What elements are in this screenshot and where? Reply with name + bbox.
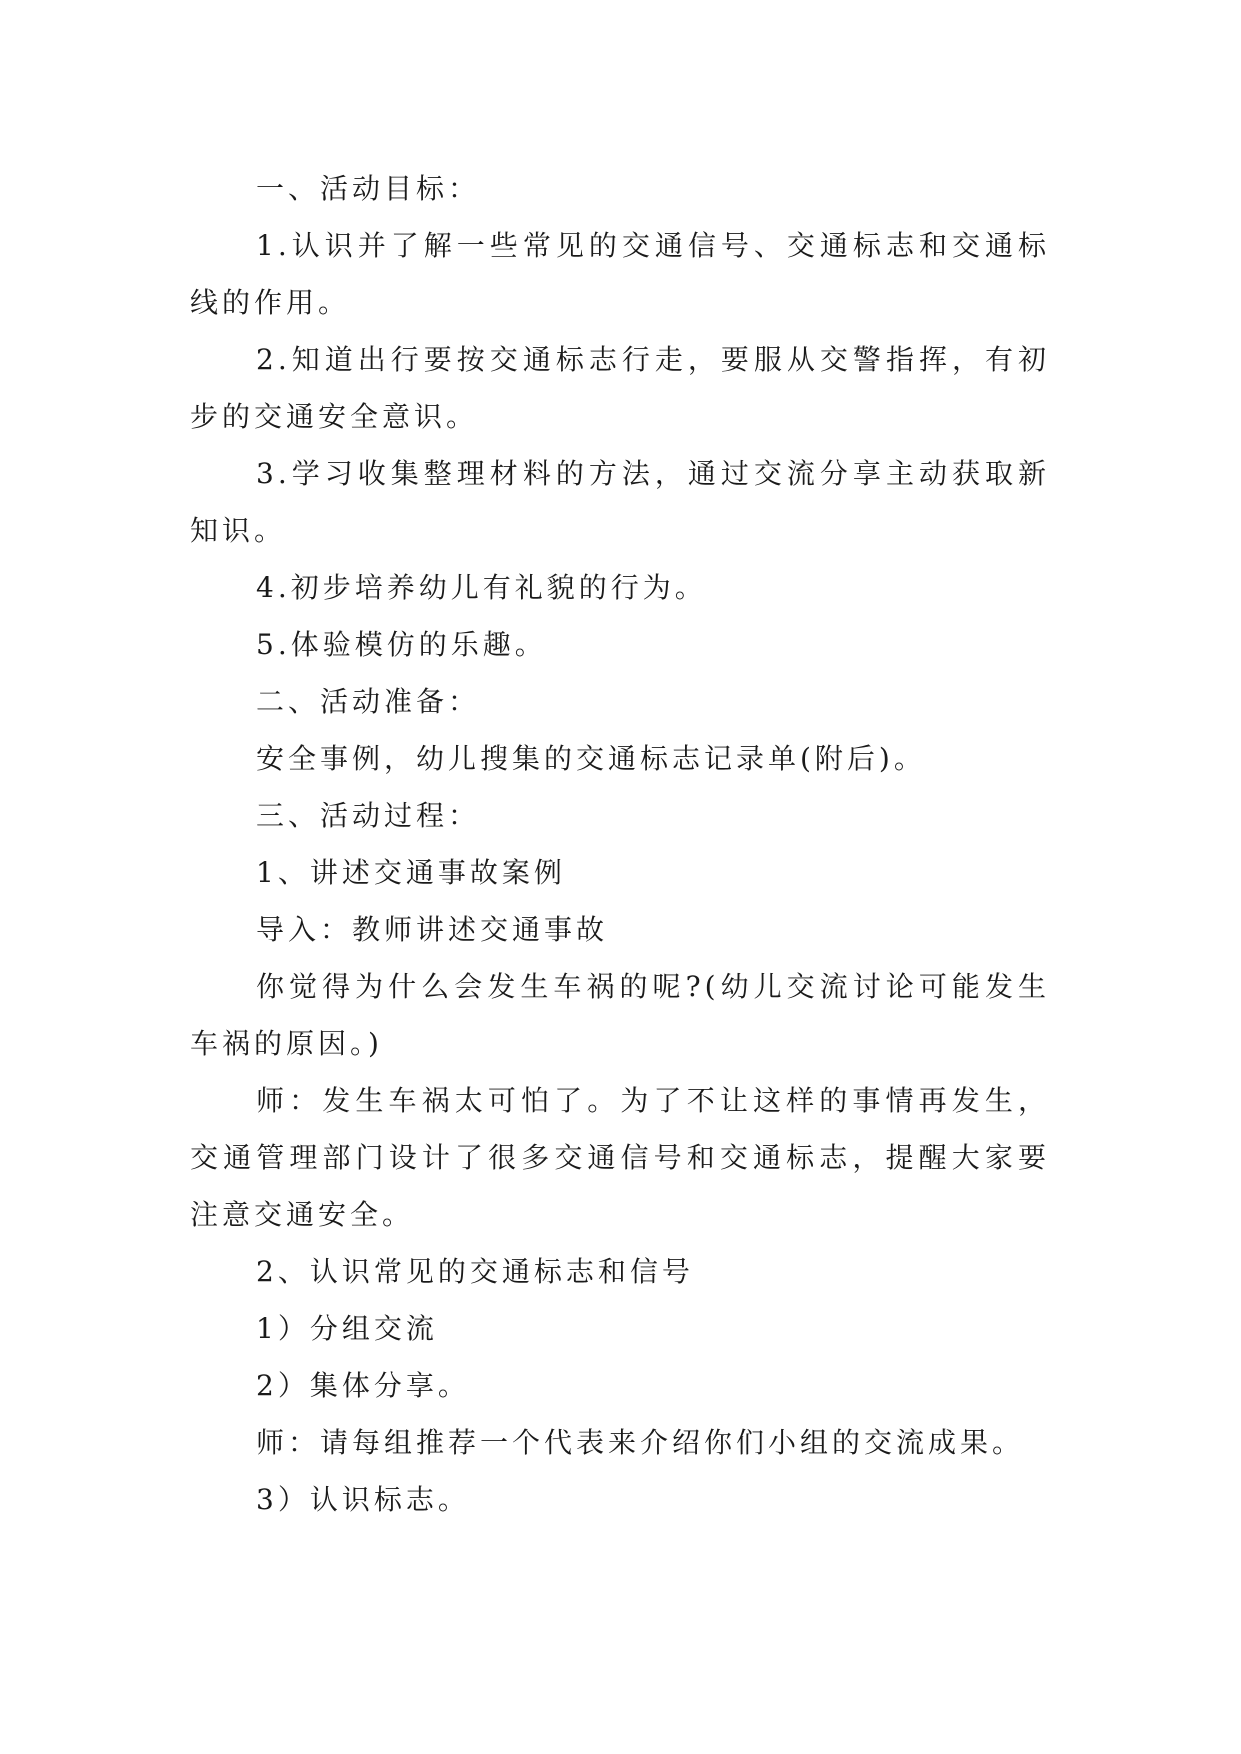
document-body — [190, 160, 1050, 1528]
preparation-text: 安全事例，幼儿搜集的交通标志记录单(附后)。 — [256, 742, 926, 775]
process-step-1: 1、讲述交通事故案例 — [256, 856, 566, 889]
goal-item-4: 4.初步培养幼儿有礼貌的行为。 — [256, 571, 707, 604]
teacher-remark-2: 师：请每组推荐一个代表来介绍你们小组的交流成果。 — [256, 1426, 1025, 1459]
substep-3: 3）认识标志。 — [256, 1483, 470, 1516]
goal-item-2: 2.知道出行要按交通标志行走，要服从交警指挥，有初步的交通安全意识。 — [190, 343, 1050, 433]
substep-1: 1）分组交流 — [256, 1312, 438, 1345]
process-question: 你觉得为什么会发生车祸的呢?(幼儿交流讨论可能发生车祸的原因。) — [190, 970, 1050, 1060]
section-heading-preparation: 二、活动准备： — [256, 685, 481, 718]
substep-2: 2）集体分享。 — [256, 1369, 470, 1402]
section-heading-process: 三、活动过程： — [256, 799, 481, 832]
section-heading-goals: 一、活动目标： — [256, 172, 481, 205]
teacher-remark-1: 师：发生车祸太可怕了。为了不让这样的事情再发生，交通管理部门设计了很多交通信号和交通标志，提醒大家要注意交通安全。 — [190, 1084, 1050, 1231]
process-step-2: 2、认识常见的交通标志和信号 — [256, 1255, 694, 1288]
goal-item-5: 5.体验模仿的乐趣。 — [256, 628, 547, 661]
goal-item-3: 3.学习收集整理材料的方法，通过交流分享主动获取新知识。 — [190, 457, 1050, 547]
goal-item-1: 1.认识并了解一些常见的交通信号、交通标志和交通标线的作用。 — [190, 229, 1050, 319]
process-intro: 导入：教师讲述交通事故 — [256, 913, 609, 946]
